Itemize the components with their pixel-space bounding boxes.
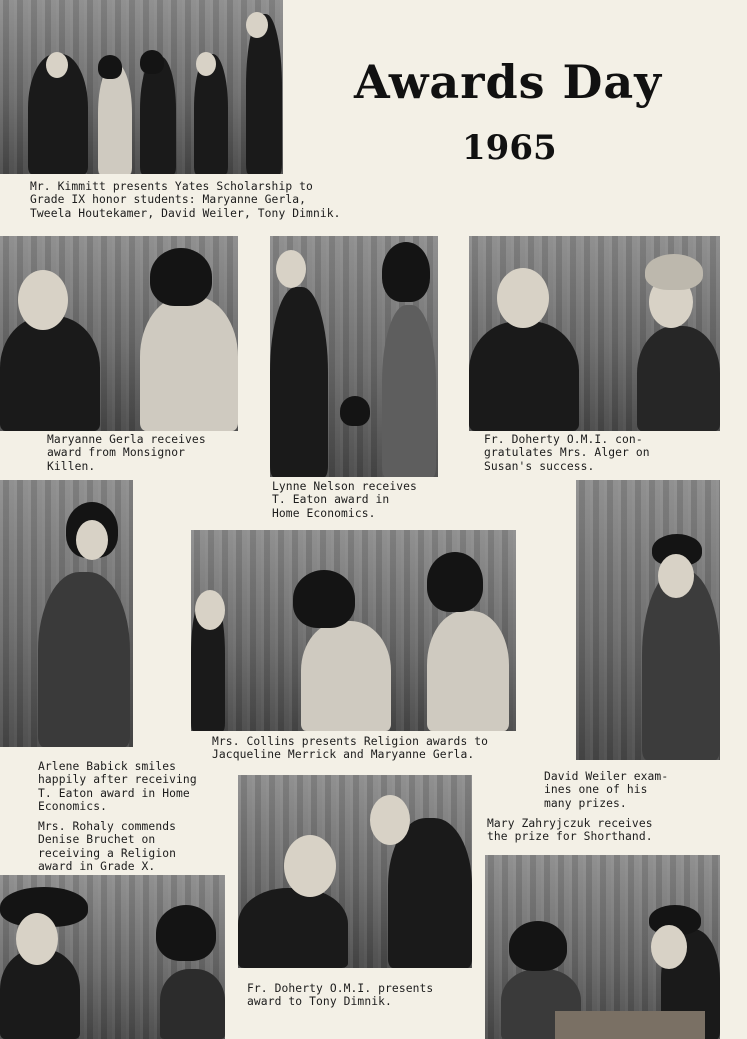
photo-doherty-dimnik xyxy=(238,775,472,968)
caption-rohaly: Mrs. Rohaly commends Denise Bruchet on receiving a Religion award in Grade X. xyxy=(38,820,177,873)
caption-gerla: Maryanne Gerla receives award from Monsignor Killen. xyxy=(47,433,206,473)
caption-collins: Mrs. Collins presents Religion awards to Jacqueline Merrick and Maryanne Gerla. xyxy=(212,735,489,762)
photo-zahryjczuk xyxy=(485,855,720,1039)
photo-collins xyxy=(191,530,516,731)
photo-rohaly xyxy=(0,875,225,1039)
title: Awards Day xyxy=(354,55,662,109)
photo-kimmitt-presentation xyxy=(0,0,283,174)
photo-nelson xyxy=(270,236,438,477)
caption-doherty-dimnik: Fr. Doherty O.M.I. presents award to Tony Dimnik. xyxy=(247,982,434,1009)
caption-kimmitt: Mr. Kimmitt presents Yates Scholarship to Grade IX honor students: Maryanne Gerla, Tweela Houtekamer, David Weiler, Tony Dimnik. xyxy=(30,180,341,220)
caption-babick: Arlene Babick smiles happily after receiving T. Eaton award in Home Economics. xyxy=(38,760,197,813)
caption-nelson: Lynne Nelson receives T. Eaton award in Home Economics. xyxy=(272,480,417,520)
caption-doherty-alger: Fr. Doherty O.M.I. con- gratulates Mrs. Alger on Susan's success. xyxy=(484,433,650,473)
caption-zahryjczuk: Mary Zahryjczuk receives the prize for Shorthand. xyxy=(487,817,653,844)
photo-doherty-alger xyxy=(469,236,720,431)
photo-gerla xyxy=(0,236,238,431)
year: 1965 xyxy=(462,128,557,168)
photo-weiler xyxy=(576,480,720,760)
photo-babick xyxy=(0,480,133,747)
caption-weiler: David Weiler exam- ines one of his many prizes. xyxy=(544,770,669,810)
